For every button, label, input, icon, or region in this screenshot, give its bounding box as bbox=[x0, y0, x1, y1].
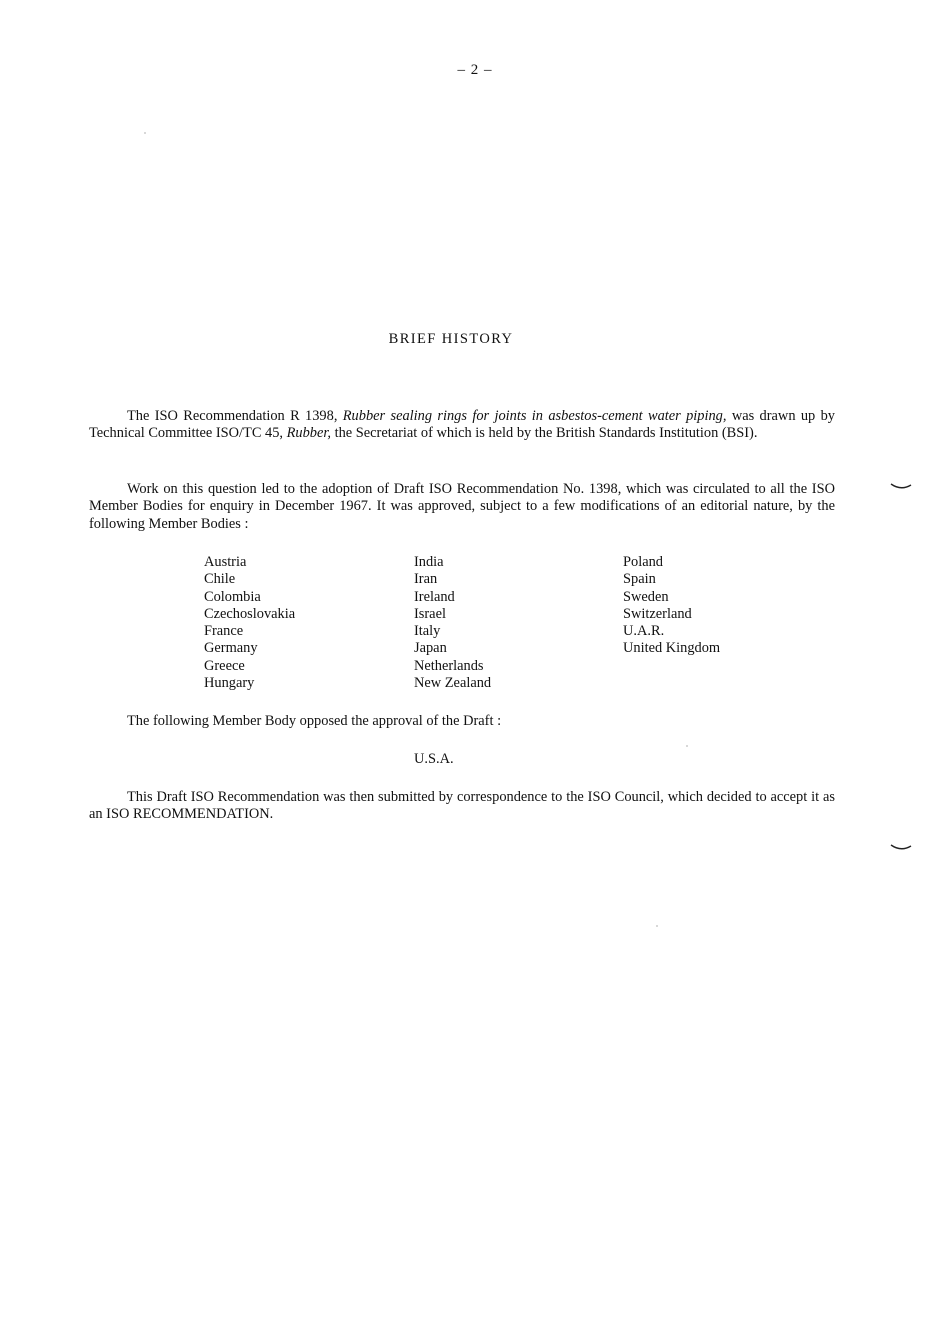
margin-mark-icon bbox=[890, 482, 912, 492]
section-heading: BRIEF HISTORY bbox=[388, 331, 514, 347]
adoption-text: Work on this question led to the adoption of Draft ISO Recommendation No. 1398, which was circulated to all the ISO Member Bodies for enquiry in December 1967. It was approved, subject to a few modifications of an editorial nature, by the following Member Bodies : bbox=[89, 481, 835, 532]
intro-text-1: The ISO Recommendation R 1398, bbox=[127, 408, 343, 424]
paragraph-adoption bbox=[89, 481, 835, 533]
scan-speck bbox=[656, 925, 658, 927]
member-body: Iran bbox=[414, 571, 438, 588]
member-body: Netherlands bbox=[414, 657, 484, 674]
member-body: U.A.R. bbox=[623, 623, 665, 640]
paragraph-acceptance bbox=[89, 789, 835, 824]
intro-text-3: the Secretariat of which is held by the British Standards Institution (BSI). bbox=[331, 425, 758, 442]
opposed-member-body: U.S.A. bbox=[414, 751, 454, 767]
paragraph-intro bbox=[89, 408, 835, 443]
opposition-text: The following Member Body opposed the approval of the Draft : bbox=[127, 713, 502, 729]
scan-speck bbox=[144, 132, 146, 134]
member-bodies-column-1 bbox=[204, 554, 295, 692]
member-body: India bbox=[414, 554, 444, 570]
member-body: Israel bbox=[414, 605, 446, 622]
member-body: Poland bbox=[623, 554, 663, 570]
acceptance-text: This Draft ISO Recommendation was then submitted by correspondence to the ISO Council, which decided to accept it as an ISO RECOMMENDATION. bbox=[89, 789, 835, 823]
member-body: Czechoslovakia bbox=[204, 605, 296, 622]
member-body: Colombia bbox=[204, 588, 261, 605]
member-body: Italy bbox=[414, 623, 441, 640]
page-number: – 2 – bbox=[457, 62, 493, 78]
member-bodies-column-2 bbox=[414, 554, 491, 692]
member-body: Japan bbox=[414, 640, 447, 657]
member-body: Austria bbox=[204, 554, 247, 570]
member-body: Greece bbox=[204, 657, 245, 674]
paragraph-opposition bbox=[89, 713, 835, 730]
member-body: Ireland bbox=[414, 588, 455, 605]
member-bodies-column-3 bbox=[623, 554, 720, 658]
committee-name: Rubber, bbox=[286, 425, 331, 442]
member-body: Sweden bbox=[623, 588, 669, 605]
scan-speck bbox=[686, 745, 688, 747]
member-body: United Kingdom bbox=[623, 640, 721, 657]
member-body: New Zealand bbox=[414, 675, 492, 692]
margin-mark-icon bbox=[890, 843, 912, 853]
member-body: Hungary bbox=[204, 675, 255, 692]
member-body: Chile bbox=[204, 571, 236, 588]
member-body: France bbox=[204, 623, 244, 640]
member-body: Switzerland bbox=[623, 605, 692, 622]
member-body: Spain bbox=[623, 571, 656, 588]
recommendation-title: Rubber sealing rings for joints in asbestos-cement water piping, bbox=[342, 408, 727, 424]
member-body: Germany bbox=[204, 640, 258, 657]
intro-text-2: was drawn up by Technical Committee ISO/TC 45, bbox=[89, 408, 835, 442]
